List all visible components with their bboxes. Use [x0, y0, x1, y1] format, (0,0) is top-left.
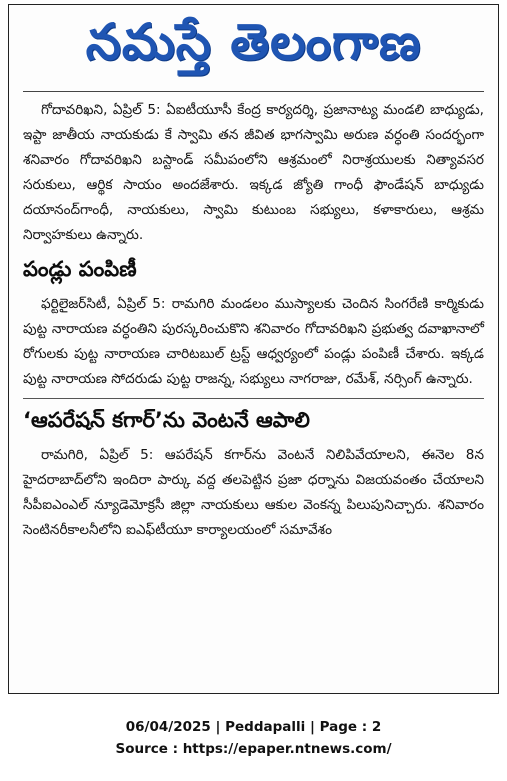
headline-fruit-distribution: పండ్లు పంపిణీ	[23, 257, 137, 281]
article-body-aituc-aid: గోదావరిఖని, ఏప్రిల్ 5: ఏఐటీయూసీ కేంద్ర కార్యదర్శి, ప్రజానాట్య మండలి బాధ్యుడు, ఇప్టా జాతీయ నాయకుడు కే స్వామి తన జీవిత భాగస్వామి అరుణ వర్ధంతి సందర్భంగా శనివారం గోదావరిఖని బస్టాండ్ సమీపంలోని ఆశ్రమంలో నిరాశ్రయులకు నిత్యావసర సరుకులు, ఆర్థిక సాయం అందజేశారు. ఇక్కడ జ్యోతి గాంధీ ఫౌండేషన్ బాధ్యుడు దయానంద్‌గాంధీ, నాయకులు, స్వామి కుటుంబ సభ్యులు, కళాకారులు, ఆశ్రమ నిర్వాహకులు ఉన్నారు.	[23, 102, 484, 243]
article-divider	[23, 398, 484, 399]
masthead-divider	[23, 91, 484, 92]
newspaper-clipping	[8, 4, 499, 694]
article-body-fruit-distribution: ఫర్టిలైజర్‌సిటీ, ఏప్రిల్ 5: రామగిరి మండలం ముస్యాలకు చెందిన సింగరేణి కార్మికుడు పుట్ట నారాయణ వర్ధంతిని పురస్కరించుకొని శనివారం గోదావరిఖని ప్రభుత్వ దవాఖానాలో రోగులకు పుట్ట నారాయణ చారిటబుల్ ట్రస్ట్ ఆధ్వర్యంలో పండ్లు పంపిణీ చేశారు. ఇక్కడ పుట్ట నారాయణ సోదరుడు పుట్ట రాజన్న, సభ్యులు నాగరాజు, రమేశ్, నర్సింగ్ ఉన్నారు.	[23, 296, 484, 387]
article-body-operation-kagar: రామగిరి, ఏప్రిల్ 5: ఆపరేషన్ కగార్‌ను వెంటనే నిలిపివేయాలని, ఈనెల 8న హైదరాబాద్‌లోని ఇందిరా పార్కు వద్ద తలపెట్టిన ప్రజా ధర్నాను విజయవంతం చేయాలని సీపీఐఎంఎల్ న్యూడెమోక్రసీ జిల్లా నాయకులు ఆకుల వెంకన్న పిలుపునిచ్చారు. శనివారం సెంటినరీకాలనీలోని ఐఎఫ్‌టీయూ కార్యాలయంలో సమావేశం	[23, 447, 484, 538]
clipping-cut-fade	[9, 659, 498, 693]
headline-operation-kagar: ‘ఆపరేషన్ కగార్’ను వెంటనే ఆపాలి	[23, 408, 310, 432]
newspaper-masthead: నమస్తే తెలంగాణ	[85, 13, 422, 71]
footer-dateline: 06/04/2025 | Peddapalli | Page : 2	[125, 719, 382, 735]
page-footer	[0, 716, 507, 760]
footer-source: Source : https://epaper.ntnews.com/	[115, 741, 392, 757]
